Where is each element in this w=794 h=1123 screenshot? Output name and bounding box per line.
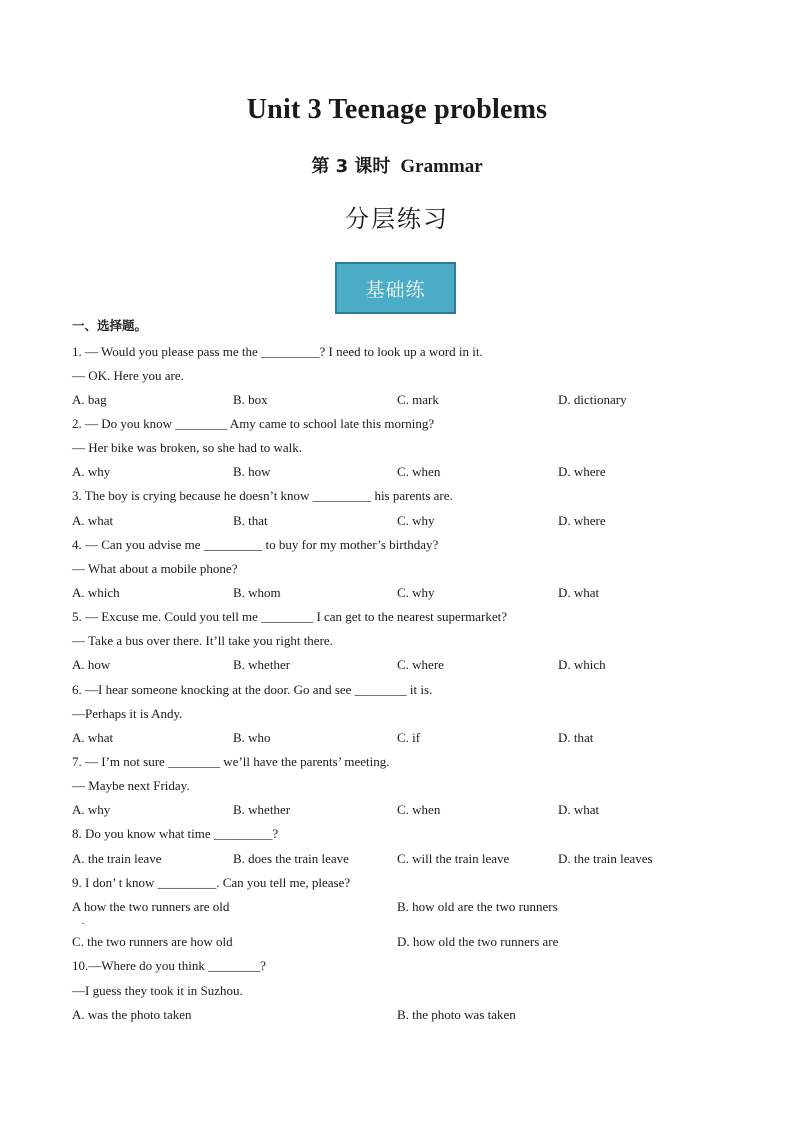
option-a: A. was the photo taken <box>72 1007 192 1022</box>
question-6-reply: —Perhaps it is Andy. <box>72 706 183 721</box>
stray-dot-mark: . <box>82 916 85 926</box>
question-1-options <box>72 392 712 410</box>
option-c: C. why <box>397 513 435 528</box>
question-9-stem: 9. I don’ t know _________. Can you tell me, please? <box>72 875 351 890</box>
lesson-topic: Grammar <box>400 156 483 177</box>
lesson-subtitle <box>0 152 794 178</box>
question-7-stem: 7. — I’m not sure ________ we’ll have the parents’ meeting. <box>72 754 390 769</box>
option-a: A how the two runners are old <box>72 899 230 914</box>
option-c: C. why <box>397 585 435 600</box>
option-b: B. how old are the two runners <box>397 899 558 914</box>
option-a: A. the train leave <box>72 851 162 866</box>
option-d: D. that <box>558 730 594 745</box>
question-10-options <box>72 1007 712 1025</box>
option-a: A. why <box>72 802 111 817</box>
question-1-stem: 1. — Would you please pass me the _________? I need to look up a word in it. <box>72 344 483 359</box>
question-9-options-row-1 <box>72 899 712 917</box>
question-1-reply: — OK. Here you are. <box>72 368 184 383</box>
option-b: B. who <box>233 730 271 745</box>
question-6-stem: 6. —I hear someone knocking at the door. Go and see ________ it is. <box>72 682 433 697</box>
option-c: C. if <box>397 730 421 745</box>
option-c: C. when <box>397 802 441 817</box>
option-a: A. which <box>72 585 120 600</box>
question-4-stem: 4. — Can you advise me _________ to buy for my mother’s birthday? <box>72 537 439 552</box>
question-9-options-row-2 <box>72 934 712 952</box>
question-4-options <box>72 585 712 603</box>
option-b: B. box <box>233 392 268 407</box>
question-3-stem: 3. The boy is crying because he doesn’t know _________ his parents are. <box>72 488 453 503</box>
option-a: A. what <box>72 730 114 745</box>
option-b: B. the photo was taken <box>397 1007 516 1022</box>
question-7-reply: — Maybe next Friday. <box>72 778 190 793</box>
question-7-options <box>72 802 712 820</box>
option-a: A. what <box>72 513 114 528</box>
option-a: A. why <box>72 464 111 479</box>
question-10-stem: 10.—Where do you think ________? <box>72 958 266 973</box>
option-c: C. the two runners are how old <box>72 934 233 949</box>
section-label: 一、选择题。 <box>72 318 148 333</box>
level-badge: 基础练 <box>335 262 456 314</box>
option-d: D. the train leaves <box>558 851 653 866</box>
option-b: B. does the train leave <box>233 851 349 866</box>
option-b: B. that <box>233 513 268 528</box>
question-4-reply: — What about a mobile phone? <box>72 561 238 576</box>
option-a: A. how <box>72 657 111 672</box>
page-title: Unit 3 Teenage problems <box>246 94 548 125</box>
option-d: D. where <box>558 513 606 528</box>
question-2-stem: 2. — Do you know ________ Amy came to school late this morning? <box>72 416 435 431</box>
option-d: D. what <box>558 802 600 817</box>
option-b: B. how <box>233 464 271 479</box>
question-3-options <box>72 513 712 531</box>
question-2-reply: — Her bike was broken, so she had to walk. <box>72 440 302 455</box>
question-5-options <box>72 657 712 675</box>
lesson-number: 第 3 课时 <box>311 156 391 177</box>
question-8-options <box>72 851 712 869</box>
option-c: C. where <box>397 657 444 672</box>
section-heading: 分层练习 <box>345 205 449 233</box>
option-a: A. bag <box>72 392 107 407</box>
option-b: B. whether <box>233 802 291 817</box>
option-d: D. dictionary <box>558 392 627 407</box>
question-10-reply: —I guess they took it in Suzhou. <box>72 983 243 998</box>
option-d: D. where <box>558 464 606 479</box>
option-d: D. which <box>558 657 606 672</box>
option-c: C. mark <box>397 392 439 407</box>
option-d: D. how old the two runners are <box>397 934 559 949</box>
question-8-stem: 8. Do you know what time _________? <box>72 826 279 841</box>
option-b: B. whether <box>233 657 291 672</box>
option-c: C. when <box>397 464 441 479</box>
question-6-options <box>72 730 712 748</box>
question-2-options <box>72 464 712 482</box>
question-5-reply: — Take a bus over there. It’ll take you right there. <box>72 633 333 648</box>
question-5-stem: 5. — Excuse me. Could you tell me ________ I can get to the nearest supermarket? <box>72 609 508 624</box>
option-b: B. whom <box>233 585 281 600</box>
option-d: D. what <box>558 585 600 600</box>
option-c: C. will the train leave <box>397 851 510 866</box>
